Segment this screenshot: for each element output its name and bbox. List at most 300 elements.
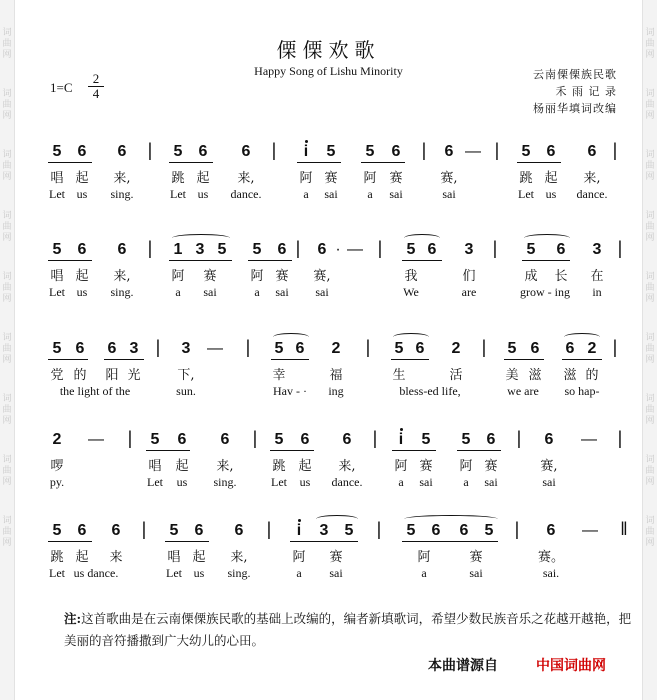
bar-line: | [421, 140, 427, 160]
watermark-char: 词 [645, 211, 655, 221]
rhythm-underline [48, 162, 92, 163]
bar-line: | [481, 337, 487, 357]
footnote-text: 这首歌曲是在云南傈傈族民歌的基础上改编的，编者新填歌词，希望少数民族音乐之花越开越艳，把美丽的音符播撒到广大幼儿的心田。 [64, 611, 632, 648]
lyric-english: dance. [230, 187, 262, 201]
octave-dot [305, 140, 308, 143]
lyric-english: us [76, 285, 88, 299]
note: 5 [365, 143, 375, 160]
note: 6 [77, 522, 87, 539]
rhythm-underline [457, 450, 501, 451]
lyric-english: a [421, 566, 427, 580]
lyric-english: Let [49, 566, 65, 580]
note: 6 [198, 143, 208, 160]
lyric-english: us [76, 187, 88, 201]
lyric-english: sai [315, 285, 329, 299]
note: 6 [565, 340, 575, 357]
lyric-english: sai [324, 187, 338, 201]
source-label: 本曲谱源自 [428, 658, 498, 674]
note: 6 [107, 340, 117, 357]
lyric-chinese: 起 [192, 550, 206, 565]
note: 5 [252, 241, 262, 258]
lyric-chinese: 起 [75, 550, 89, 565]
bar-line: | [147, 238, 153, 258]
lyric-chinese: 唱 [50, 269, 64, 284]
time-signature [88, 72, 104, 101]
lyric-english: Let [170, 187, 186, 201]
slur-mark [273, 333, 309, 341]
bar-line: | [245, 337, 251, 357]
note: 3 [195, 241, 205, 258]
lyric-english: sai [203, 285, 217, 299]
bar-line: | [492, 238, 498, 258]
note: 6 [317, 241, 327, 258]
lyric-chinese: 跳 [50, 550, 64, 565]
note: 2 [52, 431, 62, 448]
watermark-char: 网 [645, 50, 655, 60]
note: 6 [277, 241, 287, 258]
lyric-chinese: 阿 [299, 171, 313, 186]
bar-line: | [155, 337, 161, 357]
lyric-chinese: 光 [127, 368, 141, 383]
sustain-dash: — [581, 431, 597, 448]
lyric-english: Let [147, 475, 163, 489]
note: 3 [129, 340, 139, 357]
note: 6 [111, 522, 121, 539]
lyric-english: sai [389, 187, 403, 201]
watermark-char: 曲 [2, 161, 12, 171]
note: 6 [556, 241, 566, 258]
watermark-char: 词 [2, 28, 12, 38]
lyric-english: are [461, 285, 477, 299]
slur-mark [524, 234, 570, 242]
watermark-char: 网 [2, 172, 12, 182]
note: 6 [587, 143, 597, 160]
bar-line: | [271, 140, 277, 160]
watermark-char: 词 [2, 89, 12, 99]
rhythm-underline [165, 541, 209, 542]
note: 2 [331, 340, 341, 357]
rhythm-underline [270, 450, 314, 451]
lyric-english: Let [49, 285, 65, 299]
lyric-english: a [296, 566, 302, 580]
watermark-char: 曲 [2, 283, 12, 293]
sustain-dash: — [465, 143, 481, 160]
watermark-char: 网 [645, 416, 655, 426]
watermark-char: 网 [2, 355, 12, 365]
watermark-char: 曲 [645, 100, 655, 110]
lyric-english: sai [469, 566, 483, 580]
lyric-chinese: 滋 [563, 368, 577, 383]
watermark-char: 网 [2, 294, 12, 304]
lyric-english: us [197, 187, 209, 201]
lyric-chinese: 的 [73, 368, 87, 383]
lyric-chinese: 赛 [203, 269, 217, 284]
watermark-char: 曲 [645, 161, 655, 171]
note: 6 [544, 431, 554, 448]
watermark-char: 曲 [645, 222, 655, 232]
rhythm-underline [391, 359, 429, 360]
note: 5 [274, 340, 284, 357]
bar-line: | [127, 428, 133, 448]
lyric-english: sai [542, 475, 556, 489]
sustain-dash: — [347, 241, 363, 258]
note: 5 [274, 431, 284, 448]
watermark-char: 网 [2, 233, 12, 243]
note: 6 [530, 340, 540, 357]
watermark-char: 词 [645, 150, 655, 160]
rhythm-underline [522, 260, 570, 261]
lyric-english: dance. [331, 475, 363, 489]
lyric-chinese: 来, [113, 269, 131, 284]
watermark-char: 网 [645, 233, 655, 243]
note: 2 [587, 340, 597, 357]
bar-line: | [365, 337, 371, 357]
watermark-char: 词 [645, 394, 655, 404]
lyric-english: so hap- [564, 384, 600, 398]
note: 5 [173, 143, 183, 160]
watermark-char: 网 [645, 477, 655, 487]
rhythm-underline [297, 162, 341, 163]
note: 5 [521, 143, 531, 160]
note: 5 [169, 522, 179, 539]
note: 5 [52, 340, 62, 357]
lyric-english: sai [329, 566, 343, 580]
note: 6 [234, 522, 244, 539]
note: 5 [344, 522, 354, 539]
credit-origin: 云南傈傈族民歌 [533, 68, 617, 81]
lyric-chinese: 起 [75, 269, 89, 284]
note: 6 [546, 522, 556, 539]
rhythm-underline [402, 541, 498, 542]
rhythm-underline [146, 450, 190, 451]
lyric-chinese: 来, [230, 550, 248, 565]
note: 6 [77, 241, 87, 258]
lyric-english: a [398, 475, 404, 489]
watermark-char: 曲 [2, 344, 12, 354]
note: 6 [117, 241, 127, 258]
watermark-char: 网 [2, 111, 12, 121]
note: 5 [150, 431, 160, 448]
lyric-chinese: 唱 [148, 459, 162, 474]
note: 5 [526, 241, 536, 258]
bar-line: | [147, 140, 153, 160]
note: i [398, 431, 404, 448]
watermark-char: 网 [2, 477, 12, 487]
bar-line: | [266, 519, 272, 539]
note: i [303, 143, 309, 160]
note: 5 [484, 522, 494, 539]
rhythm-underline [248, 260, 292, 261]
watermark-char: 曲 [645, 405, 655, 415]
lyric-chinese: 起 [298, 459, 312, 474]
lyric-chinese: 赛 [275, 269, 289, 284]
note: 5 [421, 431, 431, 448]
lyric-chinese: 成 [524, 269, 538, 284]
note: 6 [220, 431, 230, 448]
note: 3 [592, 241, 602, 258]
lyric-chinese: 跳 [171, 171, 185, 186]
rhythm-underline [104, 359, 144, 360]
lyric-chinese: 来 [109, 550, 123, 565]
lyric-chinese: 们 [462, 269, 476, 284]
lyric-english: sing. [227, 566, 251, 580]
rhythm-underline [290, 541, 358, 542]
note: 6 [444, 143, 454, 160]
note: 5 [52, 143, 62, 160]
watermark-char: 词 [645, 28, 655, 38]
bar-line: | [514, 519, 520, 539]
note: 5 [394, 340, 404, 357]
note: 6 [194, 522, 204, 539]
note: 6 [117, 143, 127, 160]
lyric-english: Let [49, 187, 65, 201]
note: 3 [319, 522, 329, 539]
slur-mark [404, 234, 440, 242]
lyric-english: us dance. [73, 566, 119, 580]
lyric-chinese: 赛 [419, 459, 433, 474]
lyric-chinese: 阿 [417, 550, 431, 565]
lyric-chinese: 党 [50, 368, 64, 383]
lyric-chinese: 起 [196, 171, 210, 186]
watermark-char: 词 [2, 272, 12, 282]
note: 6 [342, 431, 352, 448]
rhythm-underline [361, 162, 405, 163]
lyric-english: a [463, 475, 469, 489]
watermark-char: 网 [645, 294, 655, 304]
lyric-chinese: 来, [338, 459, 356, 474]
lyric-chinese: 赛 [329, 550, 343, 565]
lyric-english: in [592, 285, 602, 299]
sustain-dash: — [582, 522, 598, 539]
watermark-char: 曲 [645, 466, 655, 476]
rhythm-underline [562, 359, 602, 360]
watermark-char: 曲 [645, 344, 655, 354]
watermark-char: 网 [2, 50, 12, 60]
slur-mark [404, 515, 498, 523]
note: 5 [326, 143, 336, 160]
lyric-chinese: 阳 [105, 368, 119, 383]
sustain-dash: · [335, 241, 341, 258]
watermark-char: 网 [645, 355, 655, 365]
lyric-english: Hav - · [273, 384, 307, 398]
rhythm-underline [169, 260, 232, 261]
bar-line: | [516, 428, 522, 448]
lyric-chinese: 赛 [389, 171, 403, 186]
lyric-english: We [403, 285, 419, 299]
lyric-chinese: 阿 [459, 459, 473, 474]
song-title: 傈傈欢歌 [276, 38, 381, 62]
lyric-chinese: 来, [113, 171, 131, 186]
bar-line: | [376, 519, 382, 539]
bar-line: | [295, 238, 301, 258]
lyric-chinese: 的 [585, 368, 599, 383]
bar-line: | [617, 238, 623, 258]
watermark-char: 曲 [2, 527, 12, 537]
lyric-chinese: 跳 [519, 171, 533, 186]
bar-line: | [252, 428, 258, 448]
note: 6 [177, 431, 187, 448]
time-signature-bottom: 4 [88, 86, 104, 101]
lyric-chinese: 唱 [50, 171, 64, 186]
lyric-chinese: 起 [544, 171, 558, 186]
lyric-english: us [176, 475, 188, 489]
watermark-char: 曲 [2, 466, 12, 476]
lyric-english: sai. [542, 566, 560, 580]
sustain-dash: — [88, 431, 104, 448]
bar-line: | [141, 519, 147, 539]
note: 5 [52, 522, 62, 539]
note: 5 [461, 431, 471, 448]
rhythm-underline [48, 260, 92, 261]
lyric-english: us [545, 187, 557, 201]
lyric-english: sai [275, 285, 289, 299]
note: 6 [459, 522, 469, 539]
watermark-char: 网 [645, 538, 655, 548]
watermark-char: 词 [2, 455, 12, 465]
bar-line: | [377, 238, 383, 258]
bar-line: ‖ [620, 519, 628, 539]
rhythm-underline [392, 450, 436, 451]
rhythm-underline [271, 359, 309, 360]
lyric-english: us [193, 566, 205, 580]
lyric-english: sai [484, 475, 498, 489]
watermark-char: 词 [2, 516, 12, 526]
lyric-english: sing. [110, 285, 134, 299]
note: 6 [427, 241, 437, 258]
key-signature: 1=C [50, 80, 73, 95]
sustain-dash: — [207, 340, 223, 357]
octave-dot [400, 428, 403, 431]
slur-mark [172, 234, 230, 242]
lyric-chinese: 滋 [528, 368, 542, 383]
lyric-chinese: 阿 [292, 550, 306, 565]
note: 6 [431, 522, 441, 539]
lyric-chinese: 阿 [250, 269, 264, 284]
lyric-english: grow - ing [520, 285, 570, 299]
watermark-char: 曲 [645, 283, 655, 293]
watermark-char: 网 [645, 172, 655, 182]
lyric-english: a [303, 187, 309, 201]
watermark-char: 曲 [2, 100, 12, 110]
bar-line: | [617, 428, 623, 448]
rhythm-underline [169, 162, 213, 163]
watermark-char: 网 [645, 111, 655, 121]
watermark-char: 词 [2, 211, 12, 221]
lyric-chinese: 赛 [484, 459, 498, 474]
watermark-char: 网 [2, 538, 12, 548]
note: 6 [77, 143, 87, 160]
lyric-chinese: 跳 [272, 459, 286, 474]
source-site-link[interactable]: 中国词曲网 [536, 658, 606, 674]
note: 3 [181, 340, 191, 357]
note: 6 [415, 340, 425, 357]
rhythm-underline [48, 359, 88, 360]
lyric-english: ing [328, 384, 344, 398]
rhythm-underline [504, 359, 544, 360]
footnote [64, 608, 634, 652]
lyric-chinese: 我 [404, 269, 418, 284]
lyric-chinese: 阿 [394, 459, 408, 474]
lyric-chinese: 幸 [272, 368, 286, 383]
lyric-english: Let [518, 187, 534, 201]
note: 5 [507, 340, 517, 357]
note: 5 [52, 241, 62, 258]
lyric-chinese: 来, [583, 171, 601, 186]
lyric-chinese: 起 [75, 171, 89, 186]
note: 3 [464, 241, 474, 258]
lyric-chinese: 阿 [171, 269, 185, 284]
lyric-chinese: 赛 [469, 550, 483, 565]
bar-line: | [372, 428, 378, 448]
watermark-char: 词 [645, 89, 655, 99]
time-signature-top: 2 [92, 71, 100, 86]
lyric-english: a [254, 285, 260, 299]
watermark-char: 网 [2, 416, 12, 426]
lyric-english: Let [166, 566, 182, 580]
lyric-english: Let [271, 475, 287, 489]
lyric-chinese: 赛, [440, 171, 458, 186]
lyric-chinese: 来, [216, 459, 234, 474]
lyric-english: we are [507, 384, 539, 398]
watermark-char: 曲 [645, 527, 655, 537]
note: 1 [173, 241, 183, 258]
note: 6 [391, 143, 401, 160]
slur-mark [316, 515, 358, 523]
note: 6 [295, 340, 305, 357]
rhythm-underline [48, 541, 92, 542]
lyric-chinese: 下, [177, 368, 195, 383]
note: i [296, 522, 302, 539]
lyric-chinese: 赛, [313, 269, 331, 284]
lyric-chinese: 生 [392, 368, 406, 383]
credit-arranger: 杨丽华填词改编 [533, 102, 617, 115]
watermark-char: 词 [645, 455, 655, 465]
footnote-label: 注: [64, 611, 82, 626]
lyric-english: py. [49, 475, 65, 489]
left-watermark-strip [0, 0, 15, 700]
watermark-char: 词 [2, 394, 12, 404]
watermark-char: 曲 [645, 39, 655, 49]
note: 6 [75, 340, 85, 357]
lyric-chinese: 活 [449, 368, 463, 383]
watermark-char: 曲 [2, 222, 12, 232]
lyric-english: the light of the [59, 384, 131, 398]
credit-recorder: 禾 雨 记 录 [555, 85, 617, 98]
watermark-char: 曲 [2, 405, 12, 415]
watermark-char: 词 [2, 333, 12, 343]
watermark-char: 词 [645, 333, 655, 343]
lyric-chinese: 起 [175, 459, 189, 474]
lyric-chinese: 美 [505, 368, 519, 383]
lyric-chinese: 赛 [324, 171, 338, 186]
lyric-english: us [299, 475, 311, 489]
note: 2 [451, 340, 461, 357]
right-watermark-strip [642, 0, 657, 700]
slur-mark [393, 333, 429, 341]
lyric-chinese: 啰 [50, 459, 64, 474]
lyric-english: sun. [176, 384, 196, 398]
lyric-chinese: 长 [554, 269, 568, 284]
lyric-chinese: 在 [590, 269, 604, 284]
note: 6 [486, 431, 496, 448]
watermark-char: 曲 [2, 39, 12, 49]
lyric-english: sai [419, 475, 433, 489]
song-subtitle: Happy Song of Lishu Minority [254, 64, 403, 78]
lyric-chinese: 赛, [540, 459, 558, 474]
rhythm-underline [517, 162, 561, 163]
lyric-chinese: 福 [329, 368, 343, 383]
octave-dot [298, 519, 301, 522]
